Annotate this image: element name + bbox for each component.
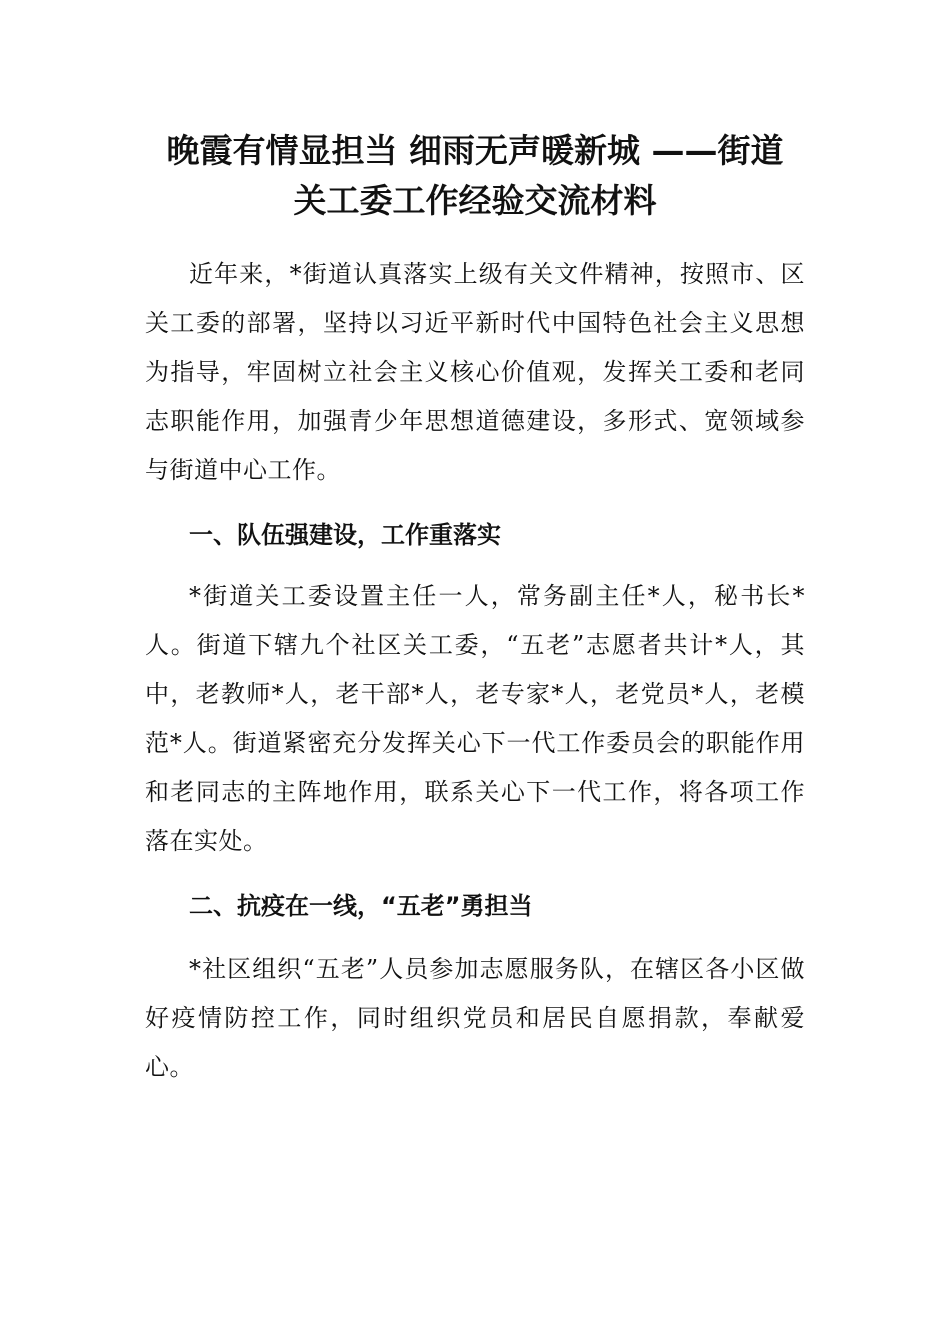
intro-paragraph: 近年来，*街道认真落实上级有关文件精神，按照市、区关工委的部署，坚持以习近平新时代中国特色社会主义思想为指导，牢固树立社会主义核心价值观，发挥关工委和老同志职能作用，加强青少年思想道德建设，多形式、宽领域参与街道中心工作。 xyxy=(145,260,805,484)
section-1-paragraph: *街道关工委设置主任一人，常务副主任*人，秘书长*人。街道下辖九个社区关工委，“五老”志愿者共计*人，其中，老教师*人，老干部*人，老专家*人，老党员*人，老模范*人。街道紧密充分发挥关心下一代工作委员会的职能作用和老同志的主阵地作用，联系关心下一代工作，将各项工作落在实处。 xyxy=(145,582,805,855)
title-line-2: 关工委工作经验交流材料 xyxy=(293,181,657,220)
document-title xyxy=(140,126,810,226)
section-2-paragraph: *社区组织“五老”人员参加志愿服务队，在辖区各小区做好疫情防控工作，同时组织党员和居民自愿捐款，奉献爱心。 xyxy=(145,955,805,1081)
section-1-heading: 一、队伍强建设，工作重落实 xyxy=(189,521,501,549)
title-line-1: 晚霞有情显担当 细雨无声暖新城 ——街道 xyxy=(166,131,784,170)
section-2-heading: 二、抗疫在一线，“五老”勇担当 xyxy=(189,892,533,920)
